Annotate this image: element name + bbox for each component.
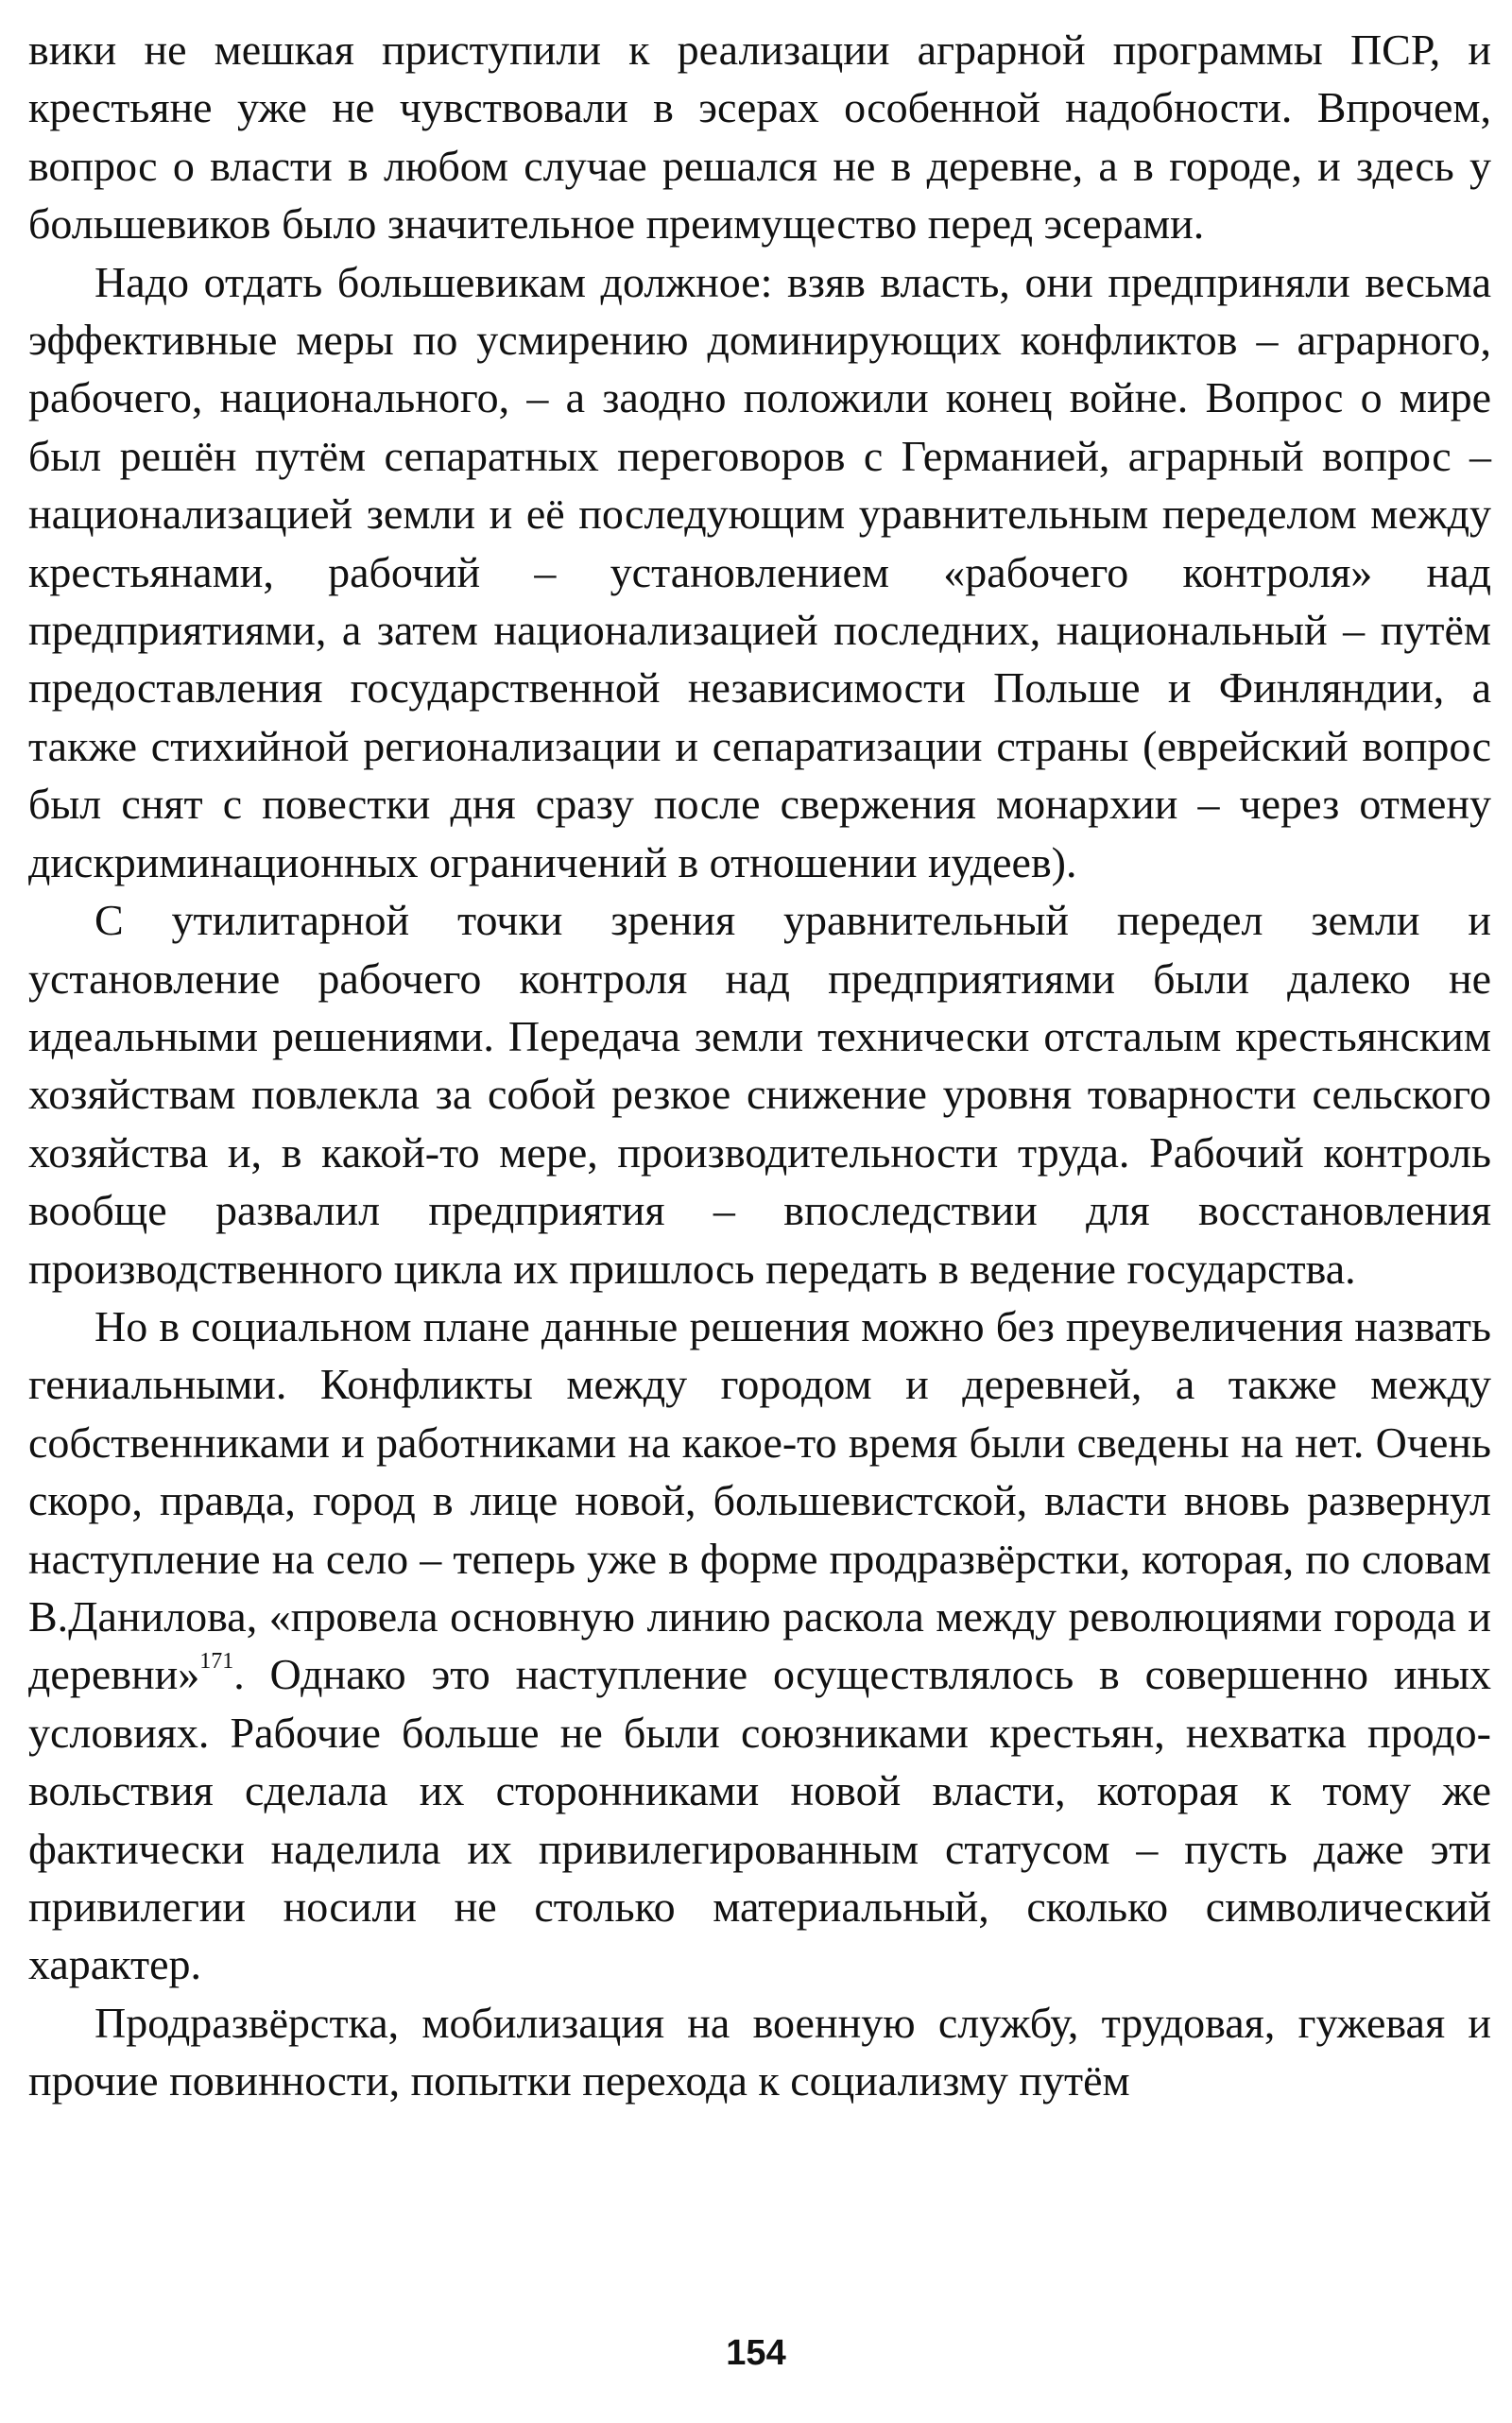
paragraph-bolsheviks-measures: Надо отдать большевикам должное: взяв власть, они предприняли весьма эффективные меры по усмирению доминирующих конфликтов – аграрного, рабочего, национального, – а заодно положили конец войне. Вопрос о мире был решён путём сепаратных переговоров с Германией, аграрный вопрос – национализацией земли и её последующим уравнительным переделом между крестьянами, рабочий – установлением «рабочего контроля» над предприятиями, а затем национализацией последних, национальный – путём предоставления государственной независимости Польше и Финляндии, а также стихийной регионализации и сепаратизации страны (еврейский вопрос был снят с повестки дня сразу после свержения монархии – через отмену дискриминационных ограничений в отношении иудеев). (28, 257, 1491, 886)
paragraph-text-after-footnote: . Однако это наступление осуществлялось в совершенно иных условиях. Рабочие больше не были союзниками крестьян, нехватка продовольствия сделала их сторонниками новой власти, которая к тому же фактически наделила их привилегированным статусом – пусть даже эти привилегии носили не столько материальный, сколько символический характер. (28, 1650, 1491, 1989)
paragraph-text-before-footnote: Но в социальном плане данные решения можно без преувеличения назвать гениальными. Конфликты между городом и деревней, а также между собственниками и работниками на какое-то время были сведены на нет. Очень скоро, правда, город в лице новой, большевистской, власти вновь развернул наступление на село – теперь уже в форме продразвёрстки, которая, по словам В.Данилова, «провела основную линию раскола между революциями города и деревни» (28, 1301, 1491, 1699)
paragraph-utilitarian-view: С утилитарной точки зрения уравнительный передел земли и установление рабочего контроля над предприятиями были далеко не идеальными решениями. Передача земли технически отсталым крестьянским хозяйствам повлекла за собой резкое снижение уровня товарности сельского хозяйства и, в какой-то мере, производительности труда. Рабочий контроль вообще развалил предприятия – впоследствии для восстановления производственного цикла их пришлось передать в ведение государства. (28, 896, 1491, 1293)
paragraph-prodrazverstka: Продразвёрстка, мобилизация на военную службу, трудовая, гужевая и прочие повинности, попытки перехода к социализму путём (28, 1998, 1491, 2105)
page-number: 154 (726, 2333, 786, 2373)
page-body-text (28, 21, 1491, 2110)
footnote-reference[interactable]: 171 (199, 1649, 234, 1675)
paragraph-continuation: вики не мешкая приступили к реализации аграрной программы ПСР, и крестьяне уже не чувствовали в эсерах особенной надобности. Впрочем, вопрос о власти в любом случае решался не в деревне, а в городе, и здесь у большевиков было значительное преимущество перед эсерами. (28, 26, 1491, 249)
paragraph-social-plan (28, 1297, 1491, 1994)
